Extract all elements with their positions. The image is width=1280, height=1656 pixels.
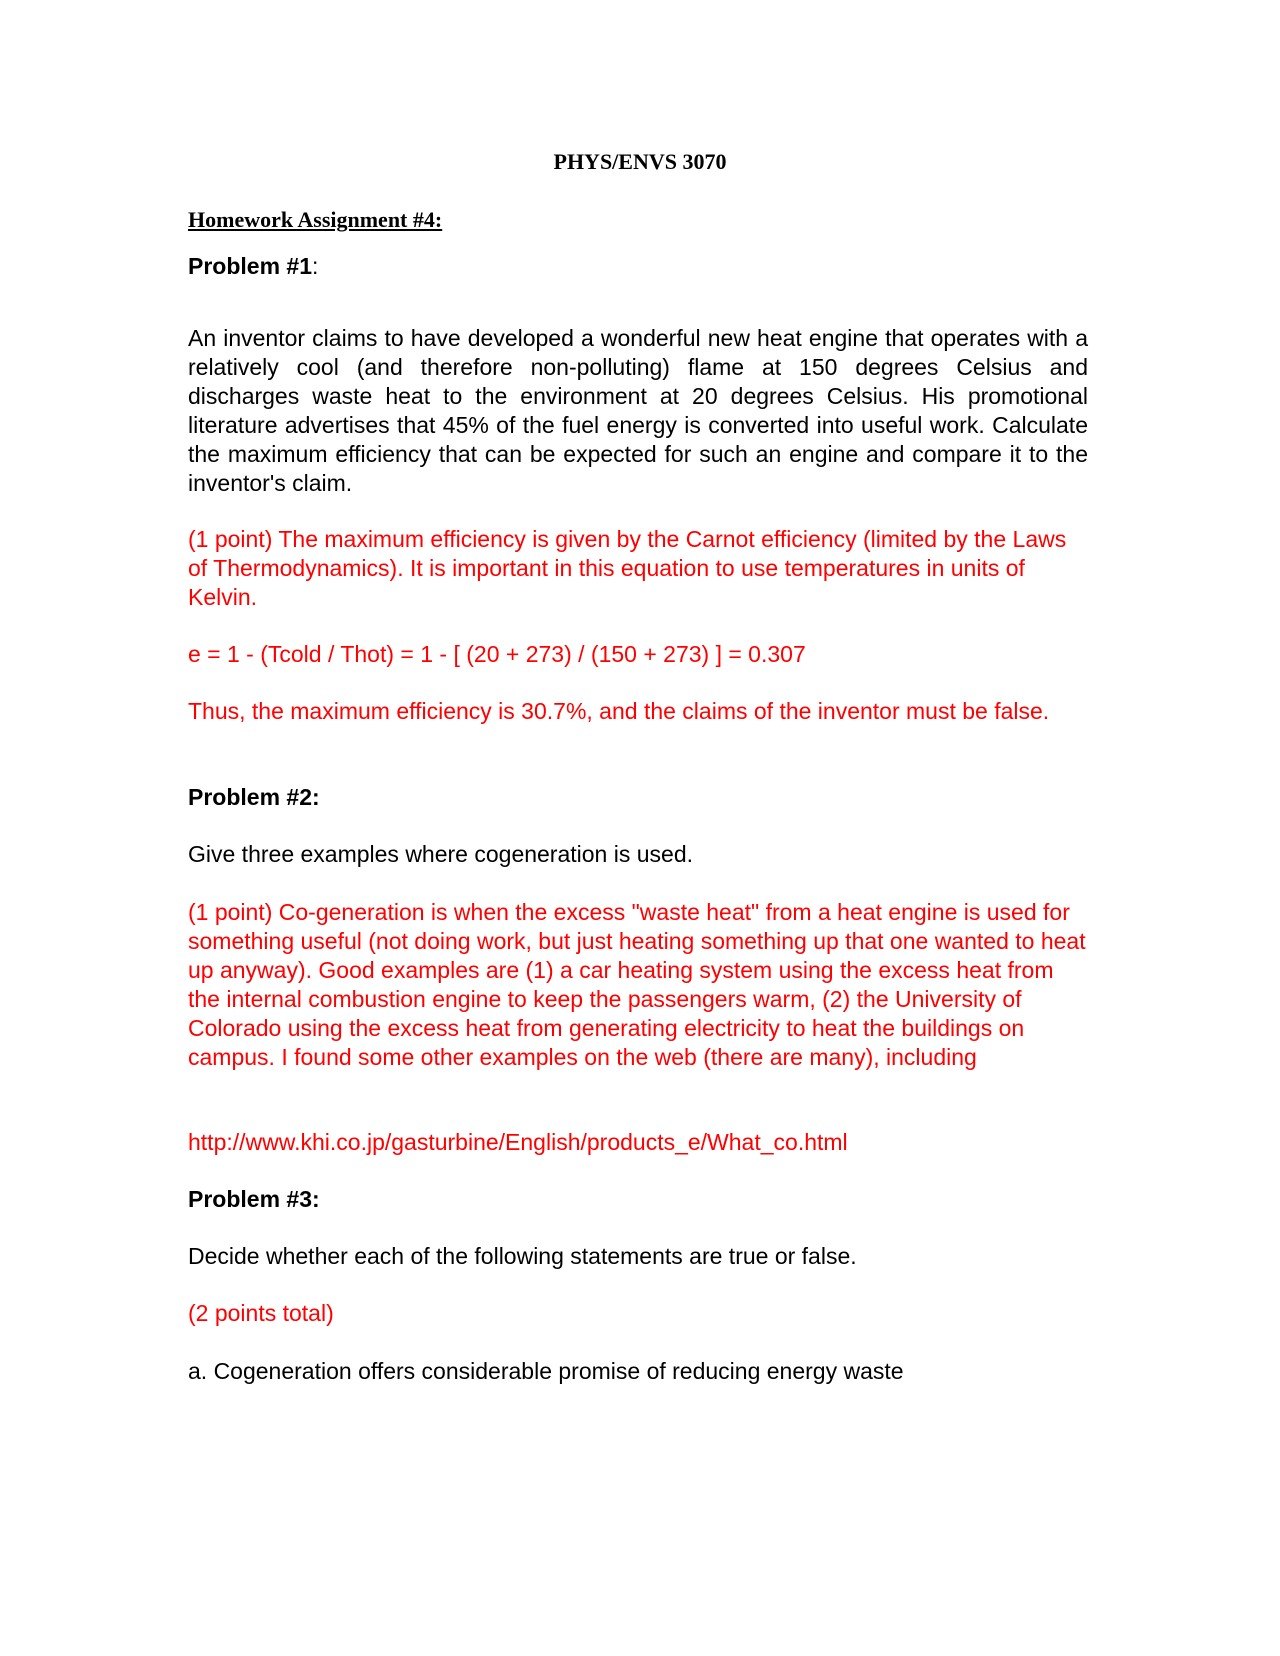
problem-1-answer-intro: (1 point) The maximum efficiency is given by the Carnot efficiency (limited by the Laws of Thermodynamics). It is important in this equation to use temperatures in units of Kelvin. [188, 526, 1067, 610]
assignment-title: Homework Assignment #4: [188, 207, 443, 232]
problem-3-heading: Problem #3: [188, 1186, 320, 1212]
problem-3-question: Decide whether each of the following statements are true or false. [188, 1243, 857, 1269]
problem-1-conclusion: Thus, the maximum efficiency is 30.7%, and the claims of the inventor must be false. [188, 698, 1050, 724]
problem-1-question: An inventor claims to have developed a wonderful new heat engine that operates with a relatively cool (and therefore non-polluting) flame at 150 degrees Celsius and discharges waste heat to the environment at 20 degrees Celsius. His promotional literature advertises that 45% of the fuel energy is converted into useful work. Calculate the maximum efficiency that can be expected for such an engine and compare it to the inventor's claim. [188, 325, 1088, 496]
problem-1-heading-text: Problem #1 [188, 253, 312, 279]
problem-1-equation: e = 1 - (Tcold / Thot) = 1 - [ (20 + 273) / (150 + 273) ] = 0.307 [188, 641, 806, 667]
problem-3-points: (2 points total) [188, 1300, 334, 1326]
course-title: PHYS/ENVS 3070 [553, 149, 727, 174]
problem-1-heading [188, 252, 1088, 281]
problem-1-heading-colon: : [312, 253, 319, 279]
problem-2-link[interactable]: http://www.khi.co.jp/gasturbine/English/products_e/What_co.html [188, 1129, 848, 1155]
problem-3-item-a: a. Cogeneration offers considerable promise of reducing energy waste [188, 1358, 904, 1384]
problem-2-answer: (1 point) Co-generation is when the excess "waste heat" from a heat engine is used for something useful (not doing work, but just heating something up that one wanted to heat up anyway). Good examples are (1) a car heating system using the excess heat from the internal combustion engine to keep the passengers warm, (2) the University of Colorado using the excess heat from generating electricity to heat the buildings on campus. I found some other examples on the web (there are many), including [188, 899, 1086, 1070]
problem-2-question: Give three examples where cogeneration is used. [188, 841, 694, 867]
problem-2-heading: Problem #2: [188, 784, 320, 810]
